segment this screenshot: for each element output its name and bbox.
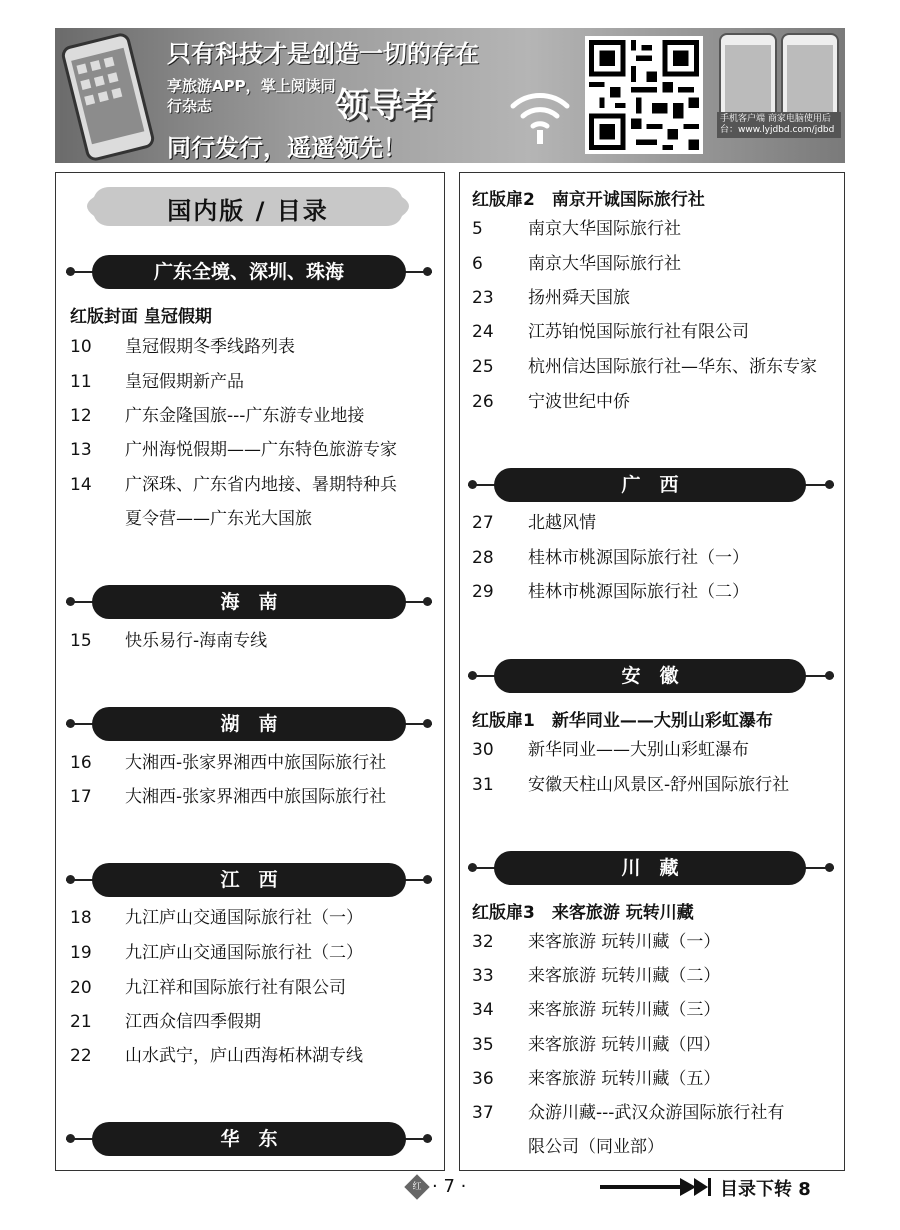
section-title: 广东全境、深圳、珠海 [92,255,406,289]
section-jiangxi [66,863,432,897]
section-header: 红版扉1 新华同业——大别山彩虹瀑布 [472,711,773,731]
phone-illustration [60,31,156,162]
promo-banner [55,28,845,163]
section-title: 川 藏 [494,851,806,885]
continued-link[interactable]: 目录下转 8 [720,1179,811,1200]
section-title: 湖 南 [92,707,406,741]
page-title: 国内版 / 目录 [80,183,416,230]
red-edition-badge-icon: 红 [404,1174,429,1199]
section-guangdong [66,255,432,289]
page-number: · 7 · [432,1176,467,1197]
qr-code-icon[interactable] [585,36,703,154]
section-title: 广 西 [494,468,806,502]
wifi-icon [505,76,575,146]
section-guangxi [468,468,834,502]
section-header: 红版封面 皇冠假期 [70,307,212,327]
section-anhui [468,659,834,693]
section-hunan [66,707,432,741]
section-huadong [66,1122,432,1156]
section-title: 海 南 [92,585,406,619]
section-chuanzang [468,851,834,885]
section-header: 红版扉2 南京开诚国际旅行社 [472,190,705,210]
section-title: 华 东 [92,1122,406,1156]
section-header: 红版扉3 来客旅游 玩转川藏 [472,903,694,923]
banner-slogan: 只有科技才是创造一切的存在 [167,40,479,68]
banner-tagline: 同行发行，遥遥领先！ [167,134,407,162]
arrow-right-icon [600,1177,712,1197]
banner-leader-text: 领导者 [335,86,437,126]
banner-app-text: 享旅游APP，掌上阅读同行杂志 [167,77,336,115]
banner-site-text: 手机客户端 商家电脑使用后台：www.lyjdbd.com/jdbd [717,112,841,138]
section-title: 江 西 [92,863,406,897]
section-title: 安 徽 [494,659,806,693]
section-hainan [66,585,432,619]
